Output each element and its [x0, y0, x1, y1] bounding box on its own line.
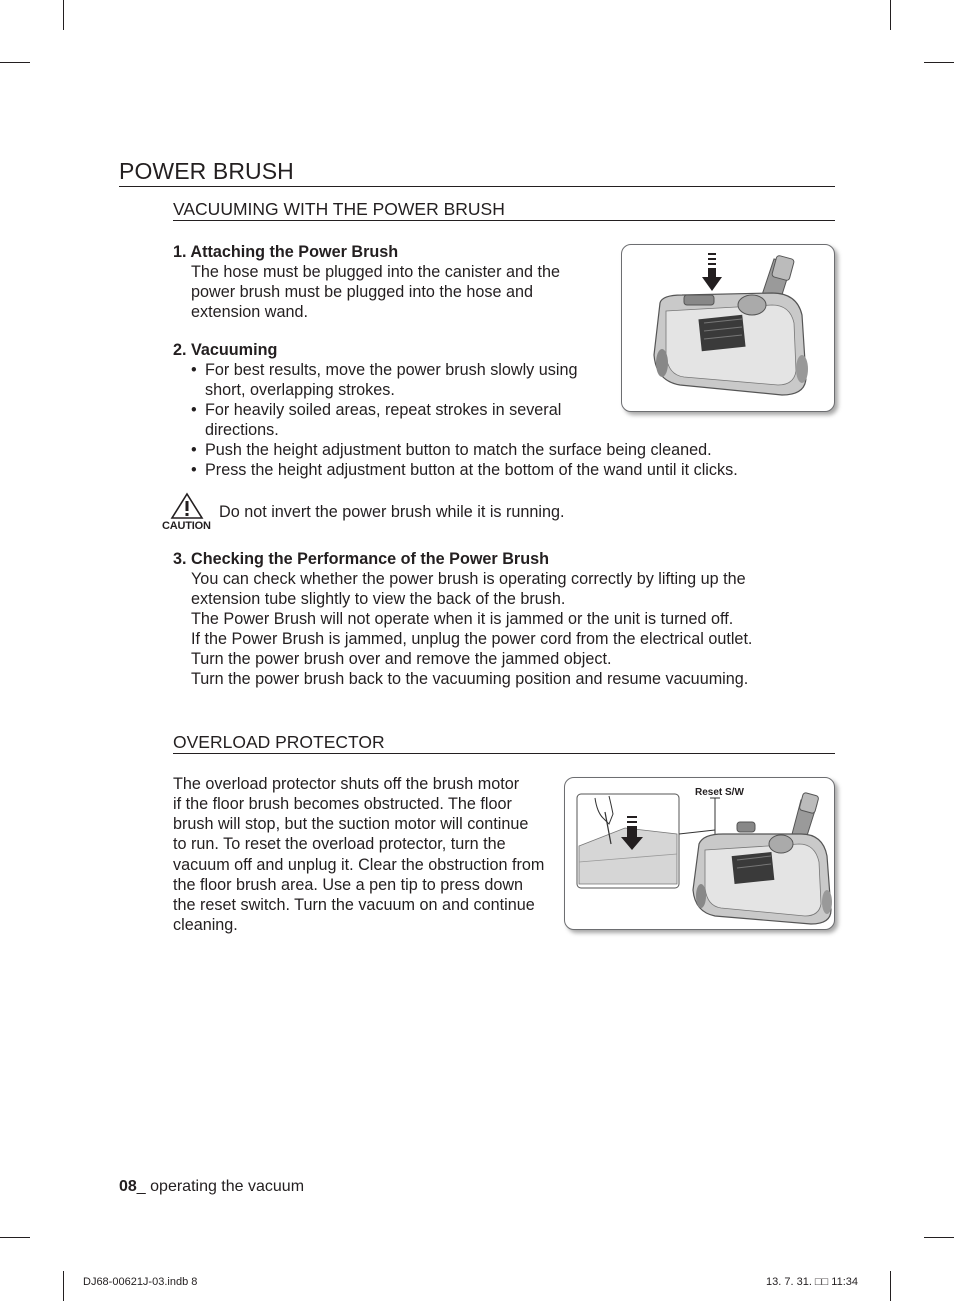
bullet-text: For best results, move the power brush slowly using: [205, 361, 578, 379]
page-footer: [119, 1177, 304, 1197]
overload-line: The overload protector shuts off the brush motor: [173, 775, 520, 793]
bullet-item: [191, 400, 561, 440]
crop-mark: [890, 1271, 891, 1301]
section-heading-vacuuming: VACUUMING WITH THE POWER BRUSH: [173, 198, 835, 221]
item3-line: You can check whether the power brush is operating correctly by lifting up the: [191, 570, 746, 588]
section-heading-overload: OVERLOAD PROTECTOR: [173, 731, 835, 754]
item2-title: 2. Vacuuming: [173, 341, 278, 359]
crop-mark: [924, 1237, 954, 1238]
item1-line: The hose must be plugged into the canister and the: [191, 263, 560, 281]
overload-line: to run. To reset the overload protector, turn the: [173, 835, 506, 853]
slug-file: DJ68-00621J-03.indb 8: [83, 1276, 198, 1288]
reset-switch-figure: [564, 777, 835, 930]
bullet-item: [191, 460, 738, 480]
power-brush-figure: [621, 244, 835, 412]
footer-section-name: _ operating the vacuum: [136, 1178, 305, 1195]
page-title: POWER BRUSH: [119, 157, 835, 187]
item3-title: 3. Checking the Performance of the Power Brush: [173, 550, 549, 568]
overload-line: vacuum off and unplug it. Clear the obstruction from: [173, 856, 545, 874]
reset-switch-illustration: [565, 778, 834, 929]
overload-line: the floor brush area. Use a pen tip to press down: [173, 876, 524, 894]
bullet-dot: •: [191, 441, 197, 459]
down-arrow-icon: [702, 253, 722, 291]
crop-mark: [63, 1271, 64, 1301]
crop-mark: [0, 1237, 30, 1238]
bullet-text: Press the height adjustment button at the bottom of the wand until it clicks.: [205, 461, 738, 479]
reset-switch-label: Reset S/W: [695, 787, 744, 798]
item3-line: If the Power Brush is jammed, unplug the power cord from the electrical outlet.: [191, 630, 753, 648]
crop-mark: [924, 62, 954, 63]
caution-text: Do not invert the power brush while it is running.: [219, 503, 565, 521]
power-brush-illustration: [622, 245, 834, 411]
overload-line: brush will stop, but the suction motor will continue: [173, 815, 529, 833]
slug-date: 13. 7. 31. □□ 11:34: [766, 1276, 858, 1288]
overload-line: if the floor brush becomes obstructed. The floor: [173, 795, 512, 813]
bullet-dot: •: [191, 401, 197, 419]
bullet-text: For heavily soiled areas, repeat strokes in several: [205, 401, 562, 419]
caution-icon: [170, 492, 204, 520]
item3-line: The Power Brush will not operate when it is jammed or the unit is turned off.: [191, 610, 734, 628]
item3-line: Turn the power brush back to the vacuuming position and resume vacuuming.: [191, 670, 749, 688]
bullet-item: [191, 360, 577, 400]
caution-label: CAUTION: [162, 520, 211, 532]
crop-mark: [890, 0, 891, 30]
overload-line: cleaning.: [173, 916, 238, 934]
bullet-dot: •: [191, 461, 197, 479]
item1-line: extension wand.: [191, 303, 308, 321]
bullet-dot: •: [191, 361, 197, 379]
crop-mark: [63, 0, 64, 30]
bullet-text: directions.: [205, 421, 279, 439]
item1-line: power brush must be plugged into the hose and: [191, 283, 533, 301]
item3-line: extension tube slightly to view the back of the brush.: [191, 590, 566, 608]
bullet-text: Push the height adjustment button to match the surface being cleaned.: [205, 441, 712, 459]
bullet-item: [191, 440, 712, 460]
brush-body-shape: [654, 293, 808, 395]
item3-line: Turn the power brush over and remove the jammed object.: [191, 650, 612, 668]
crop-mark: [0, 62, 30, 63]
page-number: 08: [119, 1178, 137, 1195]
overload-line: the reset switch. Turn the vacuum on and continue: [173, 896, 535, 914]
item1-title: 1. Attaching the Power Brush: [173, 243, 399, 261]
bullet-text: short, overlapping strokes.: [205, 381, 395, 399]
